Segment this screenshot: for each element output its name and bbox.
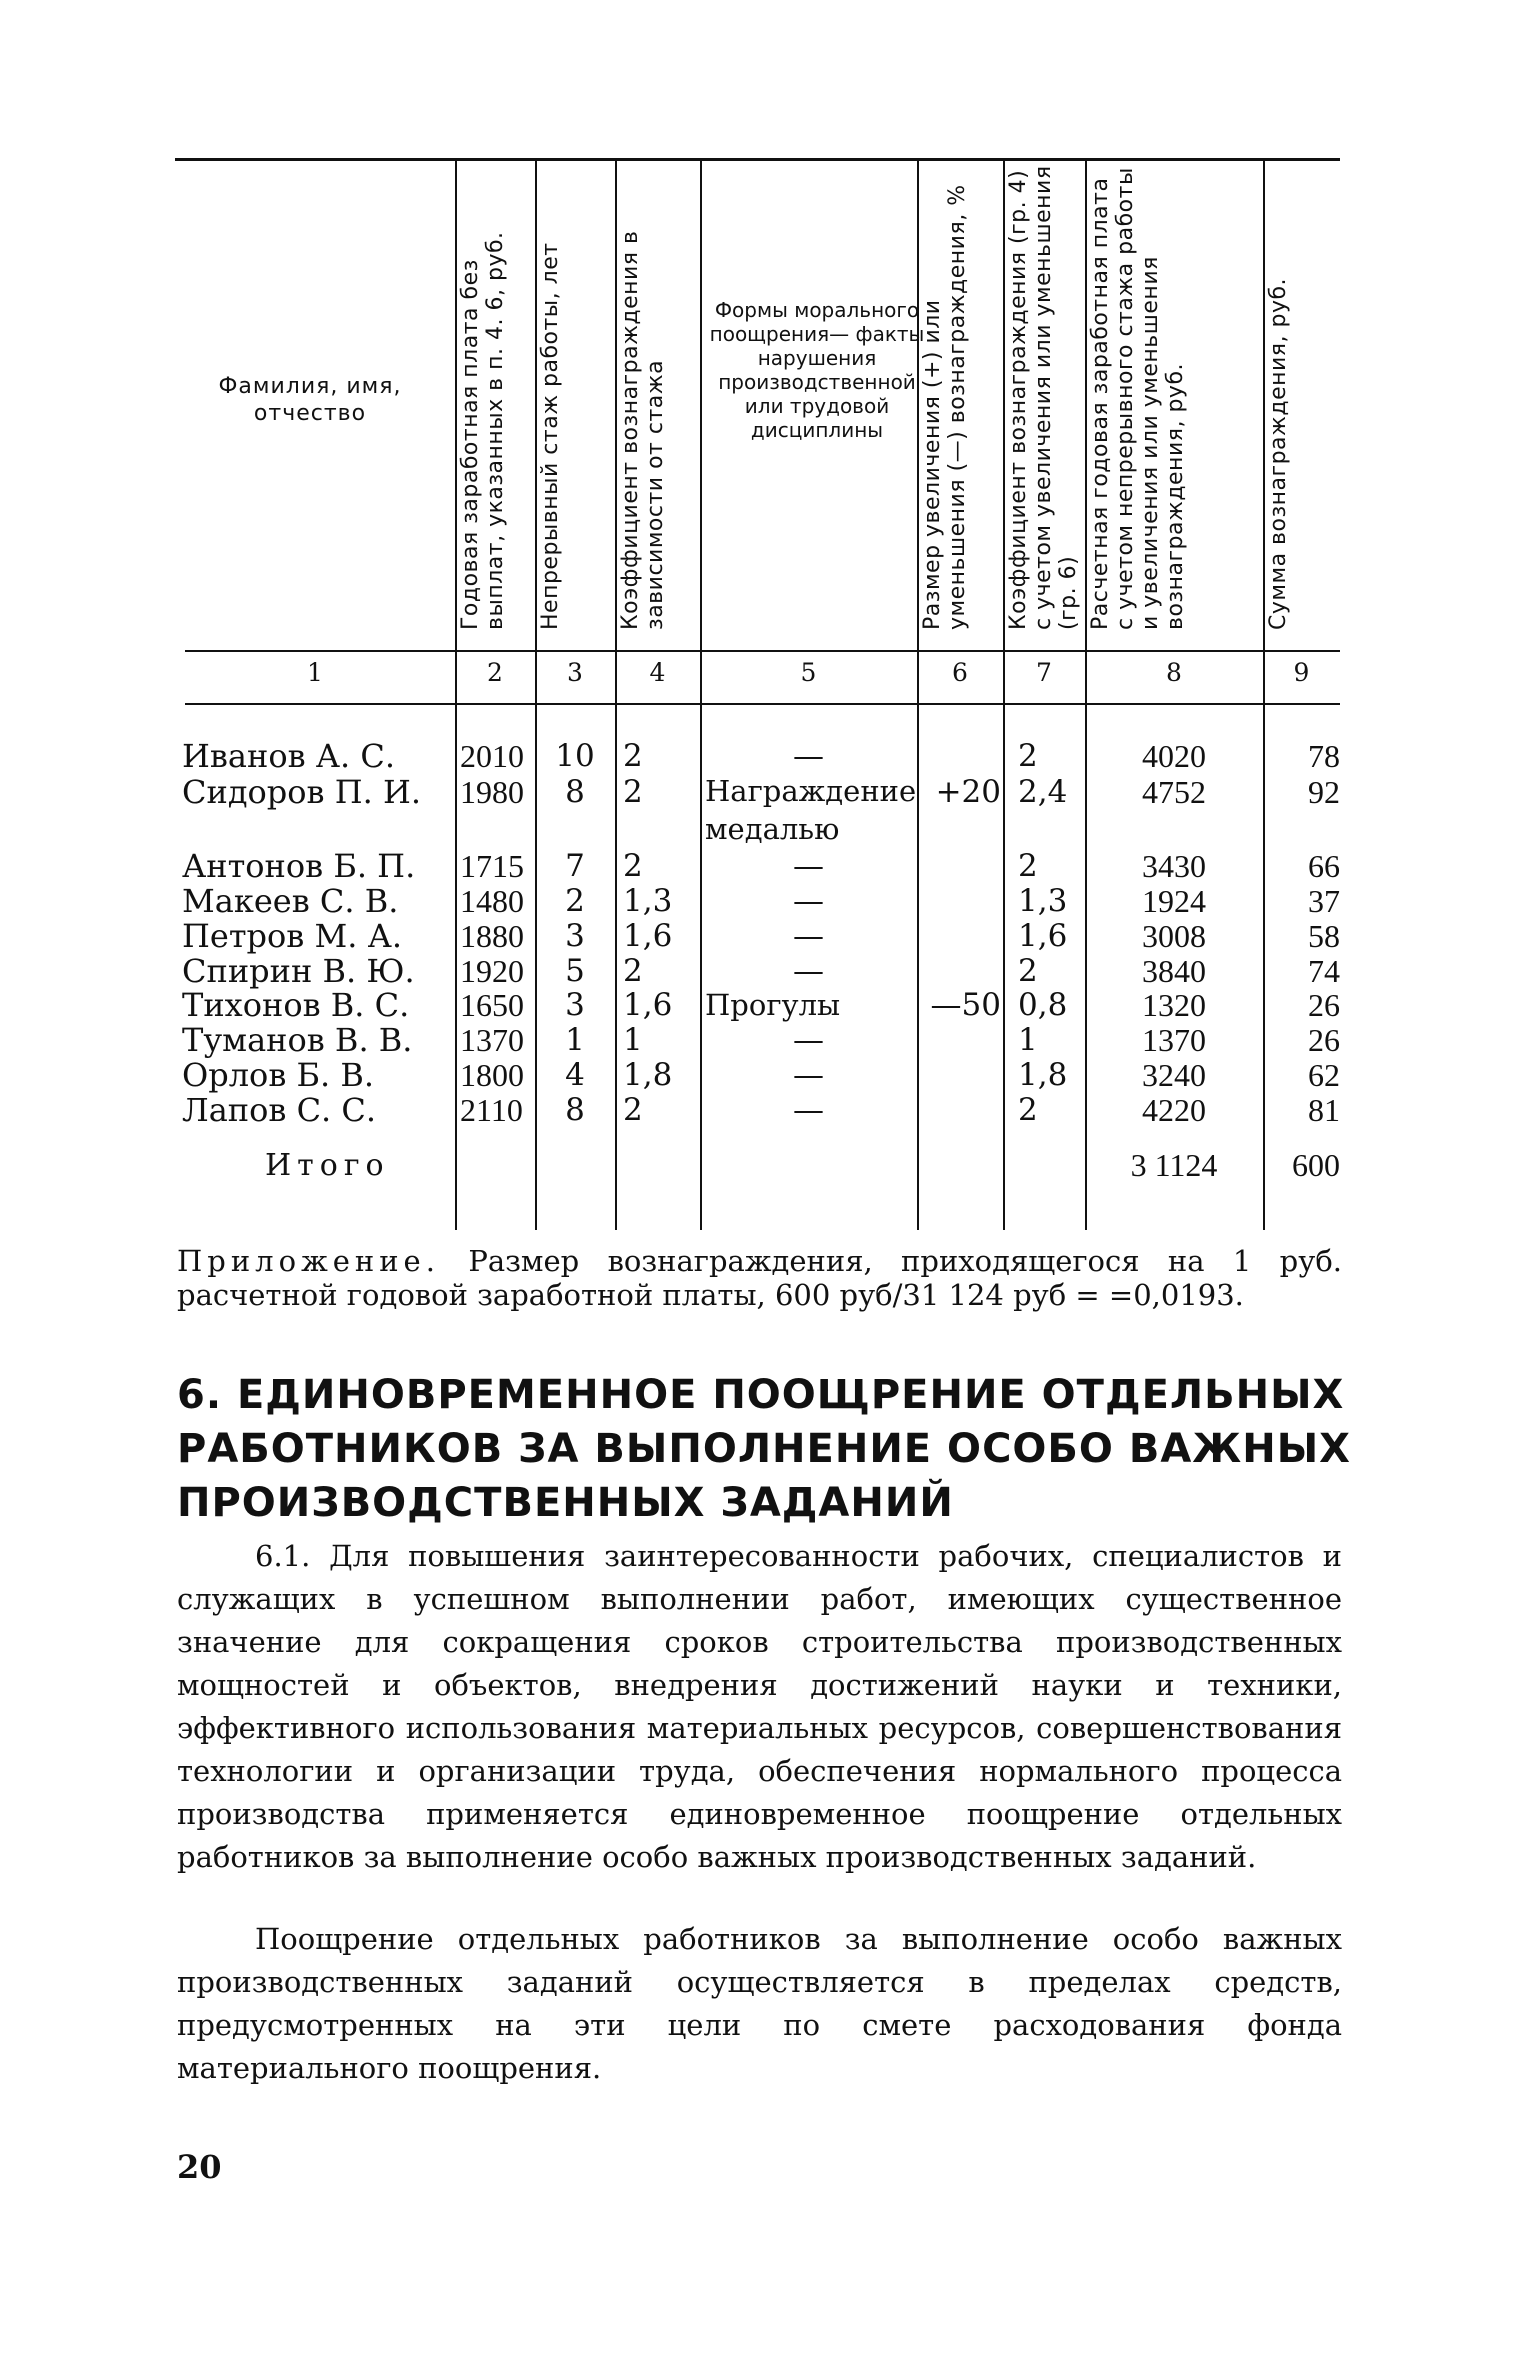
cell-adjusted-coefficient: 2 (1018, 1092, 1038, 1128)
cell-name: Антонов Б. П. (182, 847, 416, 885)
header-name: Фамилия, имя, отчество (218, 374, 402, 426)
header-bonus-sum: Сумма вознаграждения, руб. (1266, 277, 1291, 630)
header-calculated-salary: Расчетная годовая заработная плата с учетом непрерывного стажа работы и увеличения или уменьшения вознаграждения, руб. (1088, 167, 1188, 630)
cell-years: 5 (565, 953, 585, 989)
cell-name: Макеев С. В. (182, 882, 399, 920)
cell-bonus-sum: 74 (1308, 953, 1340, 989)
cell-calculated-salary: 4752 (1142, 774, 1206, 810)
cell-adjusted-coefficient: 2 (1018, 953, 1038, 989)
note-lead: Приложение. (177, 1244, 440, 1278)
cell-calculated-salary: 1320 (1142, 987, 1206, 1023)
cell-bonus-sum: 26 (1308, 987, 1340, 1023)
cell-adjusted-coefficient: 1,6 (1018, 918, 1068, 954)
cell-years: 8 (565, 774, 585, 810)
cell-form: Награждение медалью (705, 774, 917, 846)
cell-salary: 1920 (460, 953, 524, 989)
header-adjusted-coefficient: Коэффициент вознаграждения (гр. 4) с учетом увеличения или уменьшения (гр. 6) (1006, 165, 1081, 630)
cell-bonus-sum: 92 (1308, 774, 1340, 810)
cell-adjusted-coefficient: 2,4 (1018, 774, 1068, 810)
cell-name: Петров М. А. (182, 917, 402, 955)
cell-coefficient: 2 (623, 1092, 643, 1128)
cell-form: — (793, 848, 824, 884)
cell-years: 2 (565, 883, 585, 919)
cell-calculated-salary: 4020 (1142, 738, 1206, 774)
cell-change: —50 (930, 987, 1001, 1023)
cell-salary: 1980 (460, 774, 524, 810)
header-forms: Формы морального поощрения— факты нарушения производственной или трудовой дисциплины (709, 298, 925, 442)
cell-years: 10 (555, 738, 595, 774)
bonus-table (175, 158, 1340, 1233)
note-text: Размер вознаграждения, приходящегося на 1 руб. расчетной годовой заработной платы, 600 руб/31 124 руб = =0,0193. (177, 1244, 1342, 1312)
cell-bonus-sum: 26 (1308, 1022, 1340, 1058)
cell-salary: 1370 (460, 1022, 524, 1058)
cell-bonus-sum: 81 (1308, 1092, 1340, 1128)
cell-years: 1 (565, 1022, 585, 1058)
cell-salary: 2110 (460, 1092, 523, 1128)
paragraph: 6.1. Для повышения заинтересованности рабочих, специалистов и служащих в успешном выполнении работ, имеющих существенное значение для сокращения сроков строительства производственных мощностей и объектов, внедрения достижений науки и техники, эффективного использования материальных ресурсов, совершенствования технологии и организации труда, обеспечения нормального процесса производства применяется единовременное поощрение отдельных работников за выполнение особо важных производственных заданий. (177, 1539, 1342, 1874)
cell-salary: 2010 (460, 738, 524, 774)
cell-form: — (793, 953, 824, 989)
cell-coefficient: 1,6 (623, 987, 673, 1023)
cell-form: — (793, 1022, 824, 1058)
cell-adjusted-coefficient: 0,8 (1018, 987, 1068, 1023)
page-number: 20 (177, 2148, 222, 2186)
cell-adjusted-coefficient: 2 (1018, 738, 1038, 774)
column-number: 7 (1036, 658, 1052, 687)
section-heading: 6. ЕДИНОВРЕМЕННОЕ ПООЩРЕНИЕ ОТДЕЛЬНЫХ РАБОТНИКОВ ЗА ВЫПОЛНЕНИЕ ОСОБО ВАЖНЫХ ПРОИЗВОДСТВЕННЫХ ЗАДАНИЙ (177, 1372, 1352, 1526)
cell-change: +20 (935, 774, 1001, 810)
cell-calculated-salary: 1924 (1142, 883, 1206, 919)
cell-bonus-sum: 62 (1308, 1057, 1340, 1093)
header-salary: Годовая заработная плата без выплат, указанных в п. 4. 6, руб. (458, 231, 508, 630)
cell-calculated-salary: 3008 (1142, 918, 1206, 954)
cell-bonus-sum: 78 (1308, 738, 1340, 774)
cell-name: Лапов С. С. (182, 1091, 377, 1129)
cell-salary: 1715 (460, 848, 524, 884)
cell-form: Прогулы (705, 988, 841, 1022)
table-note (177, 1244, 1342, 1312)
cell-form: — (793, 1092, 824, 1128)
column-number: 9 (1293, 658, 1310, 687)
cell-form: — (793, 918, 824, 954)
cell-salary: 1480 (460, 883, 524, 919)
cell-name: Иванов А. С. (182, 737, 396, 775)
column-divider (455, 158, 457, 1230)
cell-bonus-sum: 37 (1308, 883, 1340, 919)
cell-name: Туманов В. В. (182, 1021, 413, 1059)
table-top-rule (175, 158, 1340, 161)
total-label: Итого (265, 1148, 390, 1183)
cell-bonus-sum: 58 (1308, 918, 1340, 954)
header-rule (185, 650, 1340, 652)
column-number: 1 (307, 658, 323, 687)
cell-form: — (793, 1057, 824, 1093)
cell-coefficient: 2 (623, 774, 643, 810)
cell-coefficient: 1 (623, 1022, 643, 1058)
cell-salary: 1800 (460, 1057, 524, 1093)
column-number: 2 (487, 658, 503, 687)
cell-coefficient: 2 (623, 953, 643, 989)
cell-salary: 1650 (460, 987, 524, 1023)
cell-bonus-sum: 66 (1308, 848, 1340, 884)
cell-name: Спирин В. Ю. (182, 952, 415, 990)
cell-adjusted-coefficient: 1 (1018, 1022, 1038, 1058)
cell-name: Тихонов В. С. (182, 986, 410, 1024)
cell-coefficient: 1,3 (623, 883, 673, 919)
cell-coefficient: 1,8 (623, 1057, 673, 1093)
cell-calculated-salary: 3430 (1142, 848, 1206, 884)
paragraph: Поощрение отдельных работников за выполнение особо важных производственных заданий осуществляется в пределах средств, предусмотренных на эти цели по смете расходования фонда материального поощрения. (177, 1922, 1342, 2085)
cell-name: Орлов Б. В. (182, 1056, 375, 1094)
total-calculated-salary: 3 1124 (1130, 1147, 1218, 1183)
column-number: 4 (649, 658, 666, 687)
header-coefficient: Коэффициент вознаграждения в зависимости от стажа (618, 230, 668, 630)
header-change: Размер увеличения (+) или уменьшения (—) вознаграждения, % (920, 184, 970, 630)
column-number: 5 (800, 658, 817, 687)
column-divider (615, 158, 617, 1230)
total-bonus-sum: 600 (1292, 1147, 1340, 1183)
cell-calculated-salary: 3840 (1142, 953, 1206, 989)
cell-calculated-salary: 1370 (1142, 1022, 1206, 1058)
cell-form: — (793, 738, 824, 774)
cell-years: 8 (565, 1092, 585, 1128)
cell-form: — (793, 883, 824, 919)
cell-years: 4 (565, 1057, 585, 1093)
cell-calculated-salary: 3240 (1142, 1057, 1206, 1093)
column-number: 3 (567, 658, 583, 687)
column-number: 8 (1166, 658, 1182, 687)
cell-years: 3 (565, 987, 585, 1023)
cell-adjusted-coefficient: 1,3 (1018, 883, 1068, 919)
cell-coefficient: 1,6 (623, 918, 673, 954)
cell-coefficient: 2 (623, 848, 643, 884)
cell-years: 7 (565, 848, 585, 884)
cell-years: 3 (565, 918, 585, 954)
column-number: 6 (952, 658, 968, 687)
cell-name: Сидоров П. И. (182, 773, 422, 811)
column-divider (1003, 158, 1005, 1230)
cell-salary: 1880 (460, 918, 524, 954)
cell-adjusted-coefficient: 1,8 (1018, 1057, 1068, 1093)
cell-coefficient: 2 (623, 738, 643, 774)
cell-adjusted-coefficient: 2 (1018, 848, 1038, 884)
header-years: Непрерывный стаж работы, лет (538, 242, 563, 630)
column-number-rule (185, 703, 1340, 705)
cell-calculated-salary: 4220 (1142, 1092, 1206, 1128)
